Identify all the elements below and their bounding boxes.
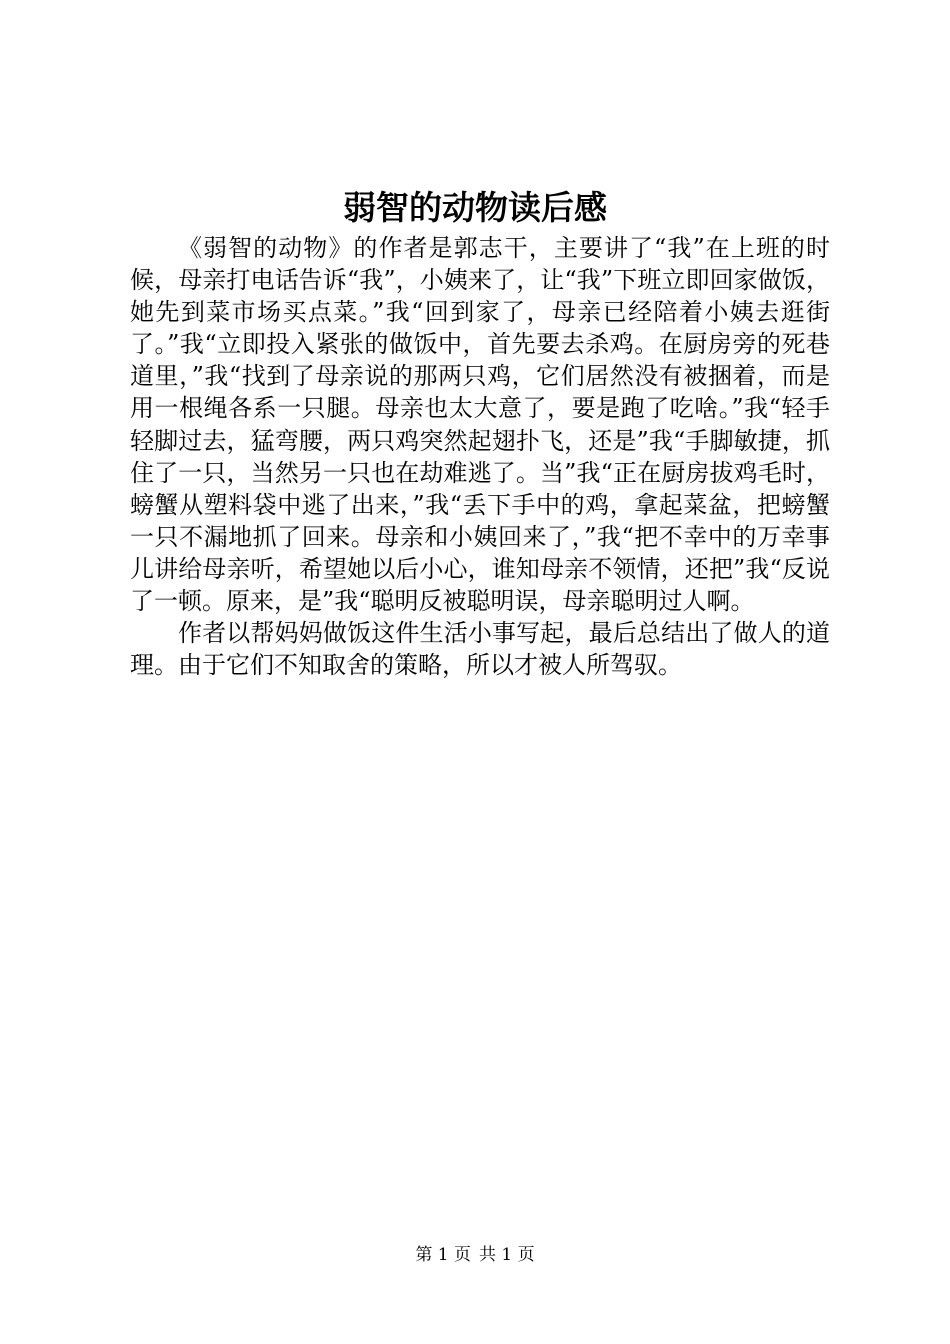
page-footer [0,1243,950,1267]
document-title: 弱智的动物读后感 [343,188,607,227]
paragraph-1: 《弱智的动物》的作者是郭志干，主要讲了“我”在上班的时候，母亲打电话告诉“我”，小姨来了，让“我”下班立即回家做饭，她先到菜市场买点菜。”我“回到家了，母亲已经陪着小姨去逛街了。”我“立即投入紧张的做饭中，首先要去杀鸡。在厨房旁的死巷道里，”我“找到了母亲说的那两只鸡，它们居然没有被捆着，而是用一根绳各系一只腿。母亲也太大意了，要是跑了吃啥。”我“轻手轻脚过去，猛弯腰，两只鸡突然起翅扑飞，还是”我“手脚敏捷，抓住了一只，当然另一只也在劫难逃了。当”我“正在厨房拔鸡毛时，螃蟹从塑料袋中逃了出来，”我“丢下手中的鸡，拿起菜盆，把螃蟹一只不漏地抓了回来。母亲和小姨回来了，”我“把不幸中的万幸事儿讲给母亲听，希望她以后小心，谁知母亲不领情，还把”我“反说了一顿。原来，是”我“聪明反被聪明误，母亲聪明过人啊。 [130,234,830,616]
page-total: 共 1 页 [479,1245,535,1265]
document-body [130,232,830,681]
page-number: 第 1 页 [415,1245,471,1265]
paragraph-2: 作者以帮妈妈做饭这件生活小事写起，最后总结出了做人的道理。由于它们不知取舍的策略，所以才被人所驾驭。 [130,619,830,680]
